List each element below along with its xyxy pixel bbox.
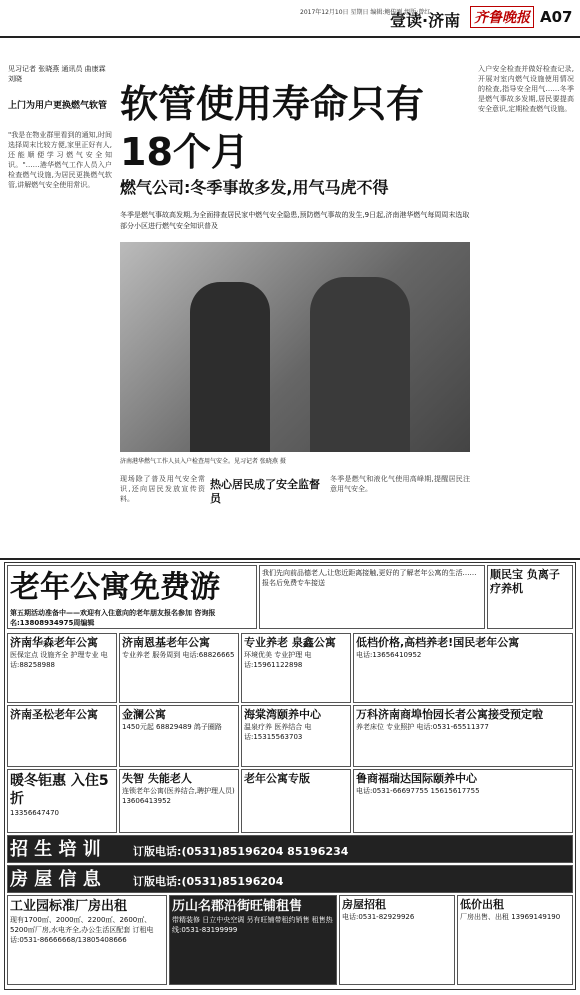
ad-b1-title: 工业园标准厂房出租 <box>10 899 128 914</box>
ad-b3-text: 电话:0531-82929926 <box>342 913 415 921</box>
ad-4-title: 低档价格,高档养老!国民老年公寓 <box>356 636 520 649</box>
article-lead: 冬季是燃气事故高发期,为全面排查居民家中燃气安全隐患,预防燃气事故的发生,9日起,济南港华燃气每周周末选取部分小区进行燃气安全知识普及 <box>120 211 470 230</box>
ad-b1-text: 现有1700㎡、2000㎡、2200㎡、2600㎡、5200㎡厂房,水电齐全,办公生活区配套 订租电话:0531-86666668/13805408666 <box>10 916 154 944</box>
ad-main-title: 老年公寓免费游 <box>10 570 220 605</box>
ad-main-text: 我们先向前品德老人,让您近距离接触,更好的了解老年公寓的生活……报名后免费专车接送 <box>259 565 485 629</box>
ad-10-title: 失智 失能老人 <box>122 772 192 785</box>
ad-side: 顺民宝 负离子疗养机 <box>487 565 573 629</box>
newspaper-logo: 齐鲁晚报 <box>470 6 534 28</box>
ad-b1 <box>7 895 167 985</box>
ad-10 <box>119 769 239 833</box>
section-separator <box>0 558 580 560</box>
news-photo <box>120 242 470 452</box>
photo-person-left <box>190 282 270 452</box>
ad-3 <box>241 633 351 703</box>
ad-1-text: 医保定点 设施齐全 护理专业 电话:88258988 <box>10 651 108 669</box>
article-subtitle: 燃气公司:冬季事故多发,用气马虎不得 <box>120 178 389 197</box>
ad-11 <box>241 769 351 833</box>
ad-4-text: 电话:13656410952 <box>356 651 422 659</box>
recruit-phone: 订版电话:(0531)85196204 85196234 <box>133 845 349 858</box>
article-subhead: 上门为用户更换燃气软管 <box>8 101 108 111</box>
house-banner <box>7 865 573 893</box>
ad-8-title: 万科济南商埠怡园长者公寓接受预定啦 <box>356 708 543 721</box>
ad-b2-text: 带精装修 日立中央空调 另有旺铺带租约销售 租售热线:0531-83199999 <box>172 916 333 934</box>
ad-10-text: 连锁老年公寓(医养结合,聘护理人员) 13606413952 <box>122 787 235 805</box>
ad-b4-title: 低价出租 <box>460 898 504 911</box>
ad-b4 <box>457 895 573 985</box>
article-title: 软管使用寿命只有18个月 <box>120 82 425 174</box>
article-column-bottom-2: 冬季是燃气和液化气使用高峰期,提醒居民注意用气安全。 <box>330 475 470 493</box>
article-column-bottom-1: 现场除了普及用气安全常识,还向居民发放宣传资料。 <box>120 475 205 503</box>
recruit-label: 招 生 培 训 <box>10 839 101 860</box>
ad-b3 <box>339 895 455 985</box>
pull-quote: 热心居民成了安全监督员 <box>210 478 320 505</box>
ad-2-text: 专业养老 服务周到 电话:68826665 <box>122 651 235 659</box>
ad-8-text: 养老床位 专业照护 电话:0531-65511377 <box>356 723 489 731</box>
photo-person-right <box>310 277 410 452</box>
ad-section <box>4 562 576 990</box>
ad-8 <box>353 705 573 767</box>
ad-2-title: 济南恩基老年公寓 <box>122 636 210 649</box>
ad-9-title: 暖冬钜惠 入住5折 <box>10 773 109 807</box>
ad-12-title: 鲁商福瑞达国际颐养中心 <box>356 772 477 785</box>
ad-5 <box>7 705 117 767</box>
ad-6 <box>119 705 239 767</box>
ad-7-title: 海棠湾颐养中心 <box>244 708 321 721</box>
ad-4 <box>353 633 573 703</box>
section-title: 壹读·济南 <box>390 11 461 30</box>
ad-b2 <box>169 895 337 985</box>
ad-1 <box>7 633 117 703</box>
ad-main <box>7 565 257 629</box>
ad-12-text: 电话:0531-66697755 15615617755 <box>356 787 480 795</box>
page-number: A07 <box>540 8 573 26</box>
ad-main-subtitle: 第五期活动准备中——欢迎有入住意向的老年朋友报名参加 咨询报名:13808934975周编辑 <box>10 609 216 627</box>
photo-caption: 济南港华燃气工作人员入户检查用气安全。见习记者 张晓燕 摄 <box>120 458 286 465</box>
ad-6-text: 1450元起 68829489 鸽子圈路 <box>122 723 222 731</box>
article-column-right: 入户安全检查并做好检查记录,开展对室内燃气设施使用情况的检查,指导安全用气……冬季是燃气事故多发期,居民要提高安全意识,定期检查燃气设施。 <box>478 65 574 113</box>
byline: 见习记者 张晓燕 通讯员 曲康霖 刘晓 <box>8 65 106 83</box>
header-rule <box>0 36 580 38</box>
ad-12 <box>353 769 573 833</box>
ad-1-title: 济南华森老年公寓 <box>10 636 98 649</box>
ad-b4-text: 厂房出售、出租 13969149190 <box>460 913 561 921</box>
ad-9-text: 13356647470 <box>10 809 59 817</box>
house-label: 房 屋 信 息 <box>10 869 101 890</box>
ad-b3-title: 房屋招租 <box>342 898 386 911</box>
article-column-left: "我是在物业群里看到的通知,时间选择周末比较方便,家里正好有人,还能顺便学习燃气安全知识。"……港华燃气工作人员入户检查燃气设施,为居民更换燃气软管,讲解燃气安全使用常识。 <box>8 131 112 189</box>
ad-9 <box>7 769 117 833</box>
ad-6-title: 金澜公寓 <box>122 708 166 721</box>
ad-11-title: 老年公寓专版 <box>244 772 310 785</box>
ad-5-title: 济南圣松老年公寓 <box>10 708 98 721</box>
recruit-banner <box>7 835 573 863</box>
ad-7 <box>241 705 351 767</box>
ad-7-text: 温泉疗养 医养结合 电话:15315563703 <box>244 723 312 741</box>
ad-3-title: 专业养老 泉鑫公寓 <box>244 636 336 649</box>
ad-3-text: 环境优美 专业护理 电话:15961122898 <box>244 651 312 669</box>
ad-2 <box>119 633 239 703</box>
issue-meta: 2017年12月10日 星期日 编辑:鲍传刚 组版:曾红 <box>300 9 431 16</box>
ad-b2-title: 历山名郡沿街旺铺租售 <box>172 899 303 914</box>
house-phone: 订版电话:(0531)85196204 <box>133 875 284 888</box>
